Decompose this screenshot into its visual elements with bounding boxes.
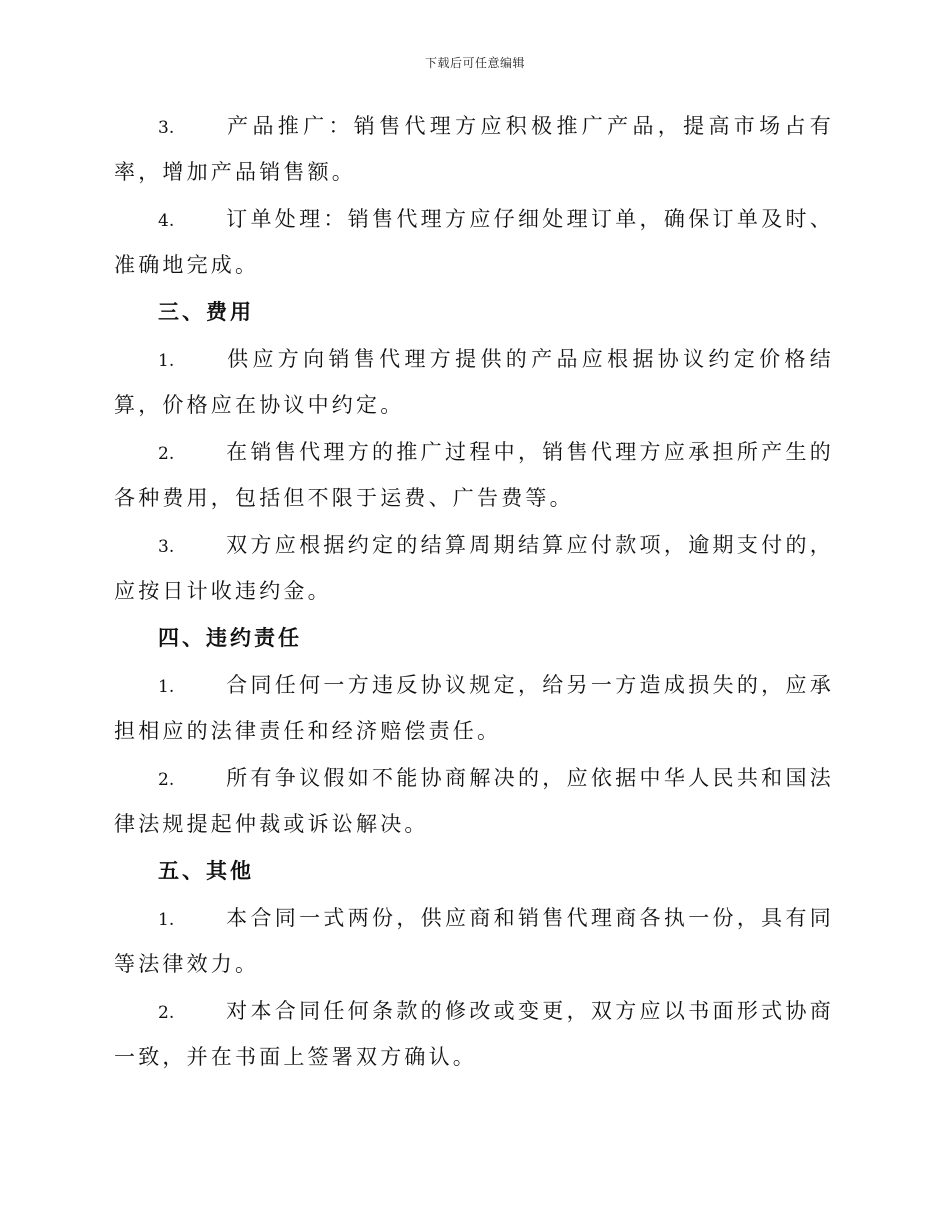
clause-text: 双方应根据约定的结算周期结算应付款项，逾期支付的，应按日计收违约金。: [114, 533, 834, 603]
clause-number: 2.: [158, 444, 175, 464]
clause-text: 订单处理：销售代理方应仔细处理订单，确保订单及时、准确地完成。: [114, 207, 834, 277]
clause-item: [114, 756, 834, 846]
clause-item: [114, 104, 834, 194]
section-heading: 四、违约责任: [158, 625, 302, 650]
clause-text: 合同任何一方违反协议规定，给另一方造成损失的，应承担相应的法律责任和经济赔偿责任。: [114, 673, 834, 743]
page-header-note: 下载后可任意编辑: [424, 56, 525, 70]
document-body: [114, 104, 834, 1082]
clause-text: 所有争议假如不能协商解决的，应依据中华人民共和国法律法规提起仲裁或诉讼解决。: [114, 766, 834, 836]
section-heading: 三、费用: [158, 299, 254, 324]
clause-text: 对本合同任何条款的修改或变更，双方应以书面形式协商一致，并在书面上签署双方确认。: [114, 999, 834, 1069]
clause-number: 2.: [158, 1003, 175, 1023]
clause-item: [114, 663, 834, 753]
clause-text: 本合同一式两份，供应商和销售代理商各执一份，具有同等法律效力。: [114, 906, 834, 976]
clause-item: [114, 430, 834, 520]
clause-number: 1.: [158, 910, 175, 930]
clause-number: 1.: [158, 677, 175, 697]
clause-item: [114, 337, 834, 427]
clause-number: 1.: [158, 351, 175, 371]
clause-text: 供应方向销售代理方提供的产品应根据协议约定价格结算，价格应在协议中约定。: [114, 347, 834, 417]
clause-item: [114, 197, 834, 287]
clause-item: [114, 989, 834, 1079]
clause-text: 在销售代理方的推广过程中，销售代理方应承担所产生的各种费用，包括但不限于运费、广告费等。: [114, 440, 834, 510]
clause-item: [114, 523, 834, 613]
clause-item: [114, 896, 834, 986]
clause-text: 产品推广：销售代理方应积极推广产品，提高市场占有率，增加产品销售额。: [114, 114, 834, 184]
clause-number: 3.: [158, 537, 175, 557]
section-heading: 五、其他: [158, 858, 254, 883]
clause-number: 3.: [158, 118, 175, 138]
clause-number: 4.: [158, 211, 175, 231]
clause-number: 2.: [158, 770, 175, 790]
